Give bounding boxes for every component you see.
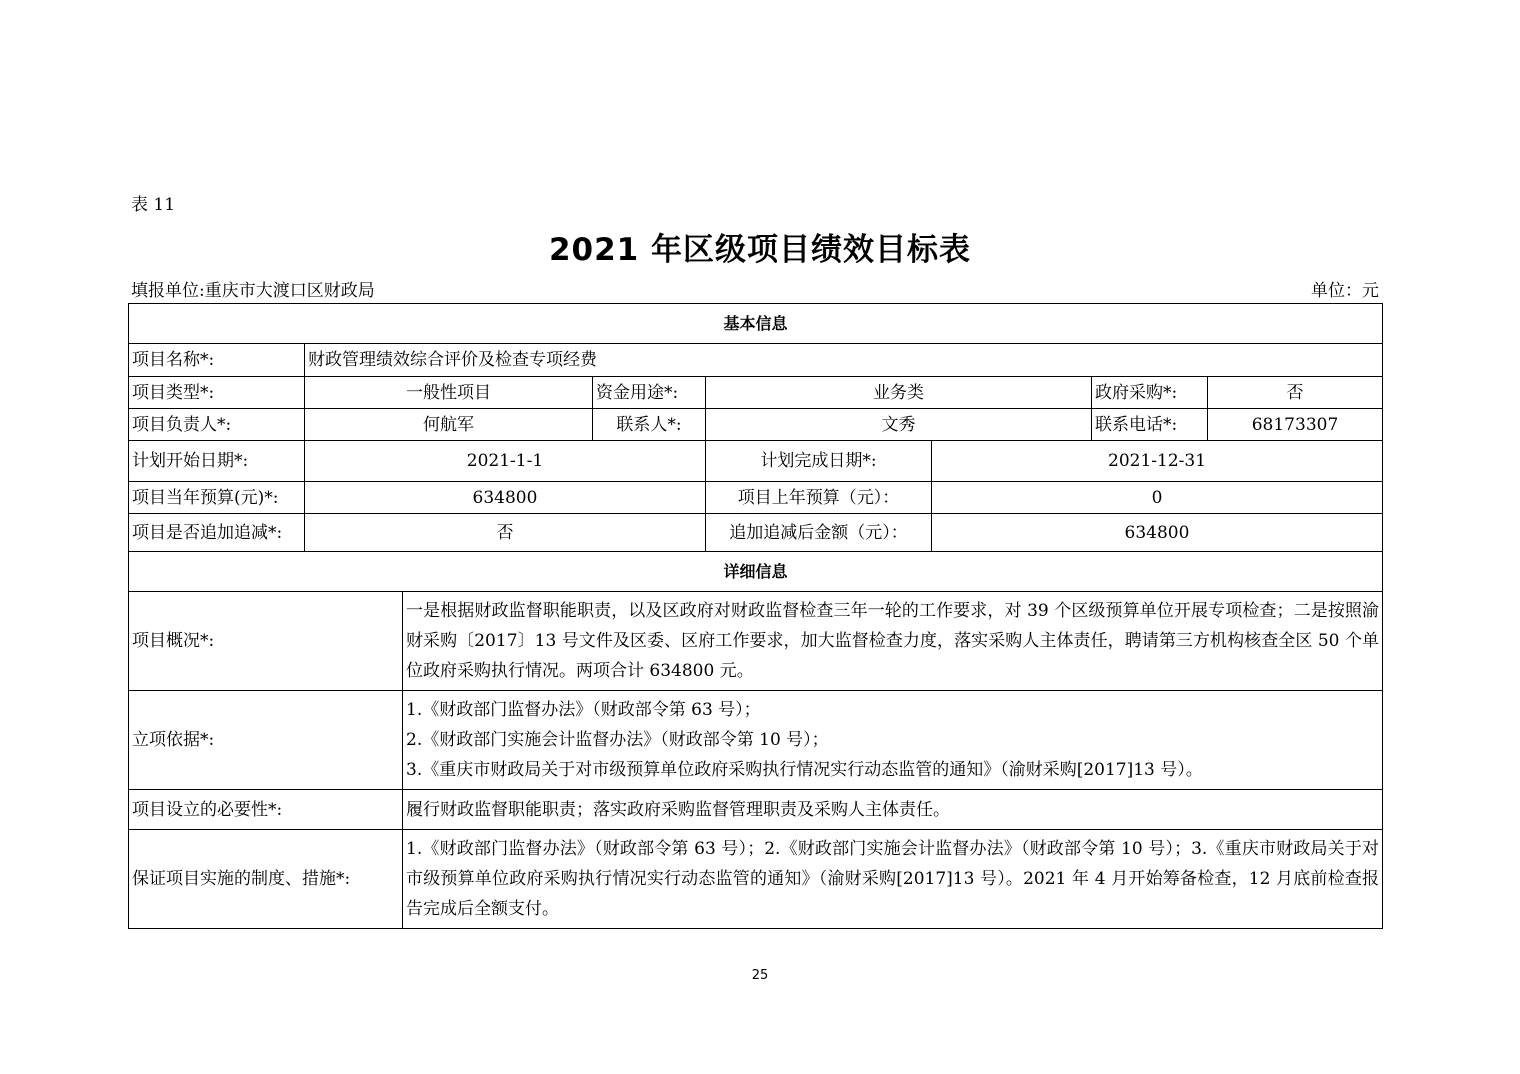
necessity-text: 履行财政监督职能职责；落实政府采购监督管理职责及采购人主体责任。: [403, 790, 1383, 830]
adjustment-value: 否: [305, 514, 706, 552]
project-type-value: 一般性项目: [305, 377, 593, 409]
plan-dates-row: [129, 441, 1383, 482]
fund-use-value: 业务类: [706, 377, 1092, 409]
performance-target-table: [128, 303, 1383, 929]
overview-text: 一是根据财政监督职能职责，以及区政府对财政监督检查三年一轮的工作要求，对 39 个区级预算单位开展专项检查；二是按照渝财采购〔2017〕13 号文件及区委、区府工作要求，加大监督检查力度，落实采购人主体责任，聘请第三方机构核查全区 50 个单位政府采购执行情况。两项合计 634800 元。: [403, 592, 1383, 691]
project-leader-row: [129, 409, 1383, 441]
detail-info-header-row: [129, 552, 1383, 592]
budget-label: 项目当年预算(元)*:: [129, 482, 305, 514]
measures-row: [129, 830, 1383, 929]
fund-use-label: 资金用途*:: [593, 377, 706, 409]
project-leader-value: 何航军: [305, 409, 593, 441]
overview-label: 项目概况*:: [129, 592, 403, 691]
budget-row: [129, 482, 1383, 514]
filing-unit: 填报单位:重庆市大渡口区财政局: [131, 281, 375, 301]
budget-value: 634800: [305, 482, 706, 514]
end-date-value: 2021-12-31: [932, 441, 1383, 482]
phone-label: 联系电话*:: [1092, 409, 1208, 441]
project-name-row: [129, 344, 1383, 377]
project-name-value: 财政管理绩效综合评价及检查专项经费: [305, 344, 1383, 377]
gov-procurement-value: 否: [1208, 377, 1383, 409]
adjustment-label: 项目是否追加追减*:: [129, 514, 305, 552]
adjusted-amount-label: 追加追减后金额（元）：: [706, 514, 932, 552]
page-title: 2021 年区级项目绩效目标表: [548, 232, 972, 268]
measures-text: 1.《财政部门监督办法》（财政部令第 63 号）；2.《财政部门实施会计监督办法》（财政部令第 10 号）；3.《重庆市财政局关于对市级预算单位政府采购执行情况实行动态监管的通知》（渝财采购[2017]13 号）。2021 年 4 月开始筹备检查，12 月底前检查报告完成后全额支付。: [403, 830, 1383, 929]
basic-info-header-row: [129, 304, 1383, 344]
gov-procurement-label: 政府采购*:: [1092, 377, 1208, 409]
adjusted-amount-value: 634800: [932, 514, 1383, 552]
measures-label: 保证项目实施的制度、措施*:: [129, 830, 403, 929]
project-type-row: [129, 377, 1383, 409]
basis-item: 1.《财政部门监督办法》（财政部令第 63 号）；: [406, 700, 761, 720]
prev-budget-label: 项目上年预算（元）：: [706, 482, 932, 514]
currency-unit: 单位：元: [1311, 281, 1379, 301]
start-date-value: 2021-1-1: [305, 441, 706, 482]
overview-row: [129, 592, 1383, 691]
contact-value: 文秀: [706, 409, 1092, 441]
page-number: 25: [751, 968, 769, 983]
phone-value: 68173307: [1208, 409, 1383, 441]
adjustment-row: [129, 514, 1383, 552]
necessity-label: 项目设立的必要性*:: [129, 790, 403, 830]
start-date-label: 计划开始日期*:: [129, 441, 305, 482]
end-date-label: 计划完成日期*:: [706, 441, 932, 482]
basis-label: 立项依据*:: [129, 691, 403, 790]
project-type-label: 项目类型*:: [129, 377, 305, 409]
basis-item: 2.《财政部门实施会计监督办法》（财政部令第 10 号）；: [406, 730, 829, 750]
basis-list: [403, 691, 1383, 790]
project-leader-label: 项目负责人*:: [129, 409, 305, 441]
project-name-label: 项目名称*:: [129, 344, 305, 377]
necessity-row: [129, 790, 1383, 830]
basic-info-header: 基本信息: [129, 304, 1383, 344]
table-number: 表 11: [131, 195, 176, 215]
detail-info-header: 详细信息: [129, 552, 1383, 592]
prev-budget-value: 0: [932, 482, 1383, 514]
contact-label: 联系人*:: [593, 409, 706, 441]
basis-row: [129, 691, 1383, 790]
basis-item: 3.《重庆市财政局关于对市级预算单位政府采购执行情况实行动态监管的通知》（渝财采购[2017]13 号）。: [406, 760, 1203, 780]
